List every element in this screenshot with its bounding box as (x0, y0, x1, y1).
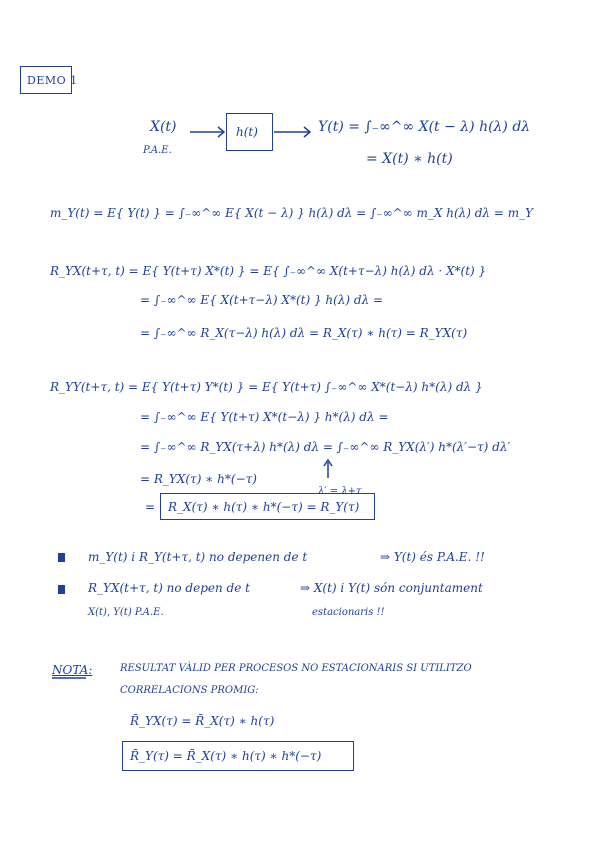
system-output-eq2: = X(t) ∗ h(t) (366, 151, 453, 167)
nota-text1: RESULTAT VÀLID PER PROCESOS NO ESTACIONARIS SI UTILITZO (120, 663, 472, 674)
cross-corr-line3: = ∫₋∞^∞ R_X(τ−λ) h(λ) dλ = R_X(τ) ∗ h(τ) = R_YX(τ) (140, 326, 468, 340)
demo-label: DEMO 1 (27, 74, 78, 87)
note-bullet2-result: ⇒ X(t) i Y(t) són conjuntament (300, 581, 483, 595)
nota-text2: CORRELACIONS PROMIG: (120, 685, 259, 696)
system-input: X(t) (150, 119, 177, 135)
note-bullet2-sub: X(t), Y(t) P.A.E. (88, 607, 164, 618)
nota-eq2: R̄_Y(τ) = R̄_X(τ) ∗ h(τ) ∗ h*(−τ) (130, 749, 322, 763)
system-input-note: P.A.E. (143, 145, 172, 156)
system-block-label: h(t) (236, 125, 258, 139)
auto-corr-line2: = ∫₋∞^∞ E{ Y(t+τ) X*(t−λ) } h*(λ) dλ = (140, 410, 389, 424)
auto-corr-line1: R_YY(t+τ, t) = E{ Y(t+τ) Y*(t) } = E{ Y(t+τ) ∫₋∞^∞ X*(t−λ) h*(λ) dλ } (50, 380, 483, 394)
nota-eq1: R̄_YX(τ) = R̄_X(τ) ∗ h(τ) (130, 714, 275, 728)
auto-corr-result: R_X(τ) ∗ h(τ) ∗ h*(−τ) = R_Y(τ) (168, 500, 360, 514)
note-bullet2-result2: estacionaris !! (312, 607, 385, 618)
nota-label: NOTA: (52, 663, 93, 677)
auto-corr-substitution: λ′ = λ+τ (318, 486, 362, 497)
cross-corr-line2: = ∫₋∞^∞ E{ X(t+τ−λ) X*(t) } h(λ) dλ = (140, 293, 384, 307)
auto-corr-line3: = ∫₋∞^∞ R_YX(τ+λ) h*(λ) dλ = ∫₋∞^∞ R_YX(λ′) h*(λ′−τ) dλ′ (140, 440, 511, 454)
note-bullet1: m_Y(t) i R_Y(t+τ, t) no depenen de t (88, 550, 308, 564)
mean-equation: m_Y(t) = E{ Y(t) } = ∫₋∞^∞ E{ X(t − λ) } h(λ) dλ = ∫₋∞^∞ m_X h(λ) dλ = m_Y (50, 206, 534, 220)
system-output-eq1: Y(t) = ∫₋∞^∞ X(t − λ) h(λ) dλ (318, 119, 531, 135)
cross-corr-line1: R_YX(t+τ, t) = E{ Y(t+τ) X*(t) } = E{ ∫₋∞^∞ X(t+τ−λ) h(λ) dλ · X*(t) } (50, 264, 487, 278)
note-bullet1-result: ⇒ Y(t) és P.A.E. !! (380, 550, 485, 564)
note-bullet2: R_YX(t+τ, t) no depen de t (88, 581, 250, 595)
equals-sign: = (145, 500, 156, 514)
auto-corr-line4: = R_YX(τ) ∗ h*(−τ) (140, 472, 257, 486)
